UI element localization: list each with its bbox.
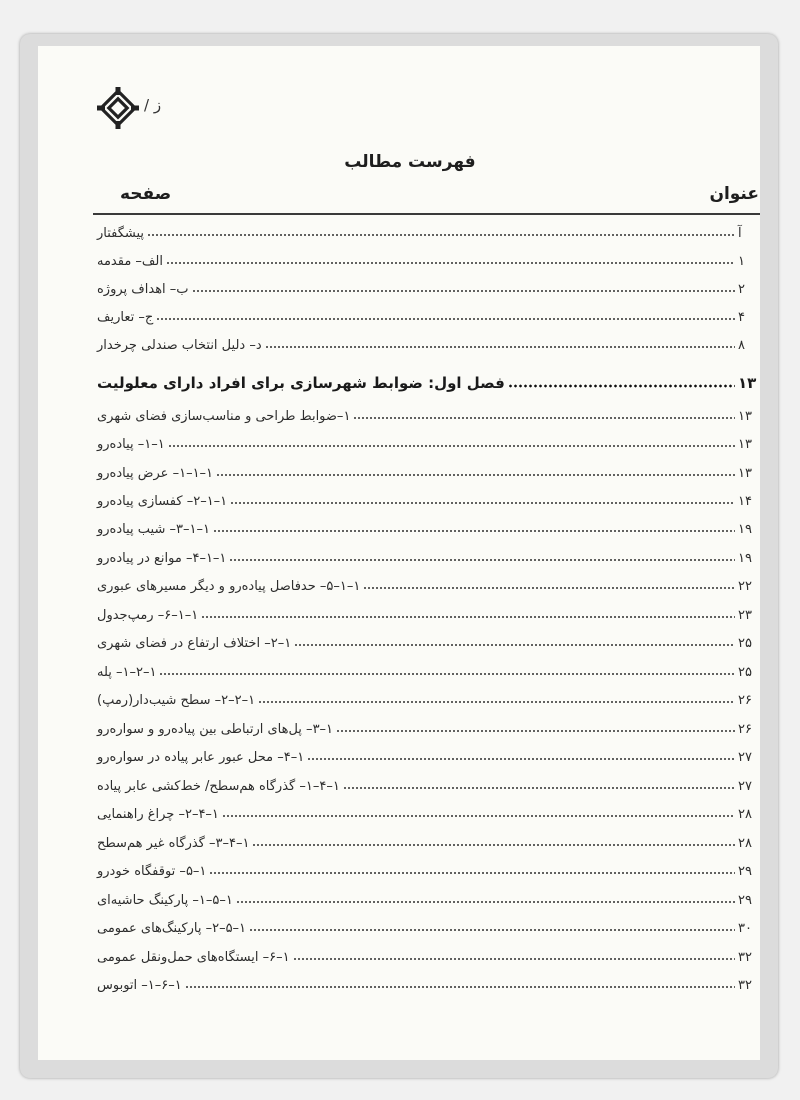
toc-entry-label: ۱–۱–۴– موانع در پیاده‌رو <box>97 551 227 566</box>
toc-entry[interactable] <box>95 487 760 509</box>
toc-entry-label: ب– اهداف پروژه <box>97 282 189 297</box>
dot-leader <box>363 586 735 590</box>
dot-leader <box>159 672 735 676</box>
toc-entry-label: ۱–۱– پیاده‌رو <box>97 437 165 452</box>
toc-entry[interactable] <box>95 971 760 993</box>
toc-entry-page: ۳۰ <box>738 921 752 936</box>
toc-entry[interactable] <box>95 943 760 965</box>
toc-chapter-entry[interactable] <box>95 370 760 392</box>
toc-entry-page: ۱ <box>738 254 745 269</box>
toc-title: فهرست مطالب <box>344 152 476 172</box>
dot-leader <box>229 558 735 562</box>
toc-entry-page: ۲۷ <box>738 779 752 794</box>
column-header-title: عنوان <box>709 184 759 204</box>
toc-entry-page: ۱۹ <box>738 551 752 566</box>
toc-entry[interactable] <box>95 331 760 353</box>
toc-entry-label: ۱–۳– پل‌های ارتباطی بین پیاده‌رو و سواره‌رو <box>97 722 334 737</box>
toc-entry-page: ۱۳ <box>738 466 752 481</box>
toc-entry[interactable] <box>95 275 760 297</box>
dot-leader <box>185 985 735 989</box>
toc-entry-label: ۱–۵–۲– پارکینگ‌های عمومی <box>97 921 247 936</box>
toc-entry-page: ۲۵ <box>738 636 752 651</box>
toc-entry-label: ۱–۵– توقفگاه خودرو <box>97 864 207 879</box>
toc-entry-page: آ <box>738 226 742 241</box>
dot-leader <box>508 384 735 388</box>
dot-leader <box>265 345 735 349</box>
toc-entry[interactable] <box>95 572 760 594</box>
toc-entry[interactable] <box>95 219 760 241</box>
toc-entry-page: ۲۹ <box>738 893 752 908</box>
toc-entry-page: ۲ <box>738 282 745 297</box>
toc-entry-page: ۲۹ <box>738 864 752 879</box>
dot-leader <box>156 317 735 321</box>
toc-entry-page: ۲۸ <box>738 836 752 851</box>
toc-entry-page: ۱۳ <box>738 437 752 452</box>
toc-entry-label: ۱–۱–۲– کفسازی پیاده‌رو <box>97 494 228 509</box>
dot-leader <box>343 786 735 790</box>
toc-entry-page: ۲۳ <box>738 608 752 623</box>
toc-entry-page: ۱۴ <box>738 494 752 509</box>
toc-entry[interactable] <box>95 886 760 908</box>
dot-leader <box>252 843 735 847</box>
toc-entry[interactable] <box>95 629 760 651</box>
toc-entry-label: ۱–۶–۱– اتوبوس <box>97 978 182 993</box>
toc-entry-page: ۲۷ <box>738 750 752 765</box>
dot-leader <box>294 643 735 647</box>
dot-leader <box>222 814 735 818</box>
toc-entry[interactable] <box>95 829 760 851</box>
dot-leader <box>307 757 735 761</box>
toc-entry[interactable] <box>95 459 760 481</box>
toc-entry-page: ۸ <box>738 338 745 353</box>
toc-entry-page: ۱۹ <box>738 522 752 537</box>
toc-entry-label: ۱–۴–۱– گذرگاه هم‌سطح/ خط‌کشی عابر پیاده <box>97 779 340 794</box>
toc-entry-label: ۱–۱–۵– حدفاصل پیاده‌رو و دیگر مسیرهای عبوری <box>97 579 361 594</box>
toc-entry[interactable] <box>95 430 760 452</box>
toc-entry[interactable] <box>95 515 760 537</box>
toc-entry-page: ۴ <box>738 310 745 325</box>
toc-entry[interactable] <box>95 914 760 936</box>
toc-entry-label: ۱–۶– ایستگاه‌های حمل‌ونقل عمومی <box>97 950 290 965</box>
dot-leader <box>293 957 735 961</box>
toc-entry[interactable] <box>95 743 760 765</box>
toc-entry-label: ۱–۱–۳– شیب پیاده‌رو <box>97 522 210 537</box>
toc-entry-label: ۱–۲– اختلاف ارتفاع در فضای شهری <box>97 636 292 651</box>
dot-leader <box>192 289 735 293</box>
toc-entry-page: ۱۳ <box>738 409 752 424</box>
dot-leader <box>230 501 735 505</box>
toc-entry[interactable] <box>95 402 760 424</box>
toc-entry-label: د– دلیل انتخاب صندلی چرخدار <box>97 338 262 353</box>
toc-entry-page: ۲۲ <box>738 579 752 594</box>
toc-entry-label: ۱–۱–۶– رمپ‌جدول <box>97 608 199 623</box>
toc-entry-page: ۲۶ <box>738 722 752 737</box>
toc-entry-page: ۲۵ <box>738 665 752 680</box>
toc-entry[interactable] <box>95 303 760 325</box>
dot-leader <box>201 615 735 619</box>
dot-leader <box>236 900 735 904</box>
toc-entry-label: ۱–ضوابط طراحی و مناسب‌سازی فضای شهری <box>97 409 351 424</box>
column-header-page: صفحه <box>120 184 172 204</box>
toc-entry[interactable] <box>95 857 760 879</box>
toc-entry-label: ۱–۴–۳– گذرگاه غیر هم‌سطح <box>97 836 250 851</box>
toc-entry-label: الف– مقدمه <box>97 254 163 269</box>
toc-entry-label: ۱–۴–۲– چراغ راهنمایی <box>97 807 219 822</box>
toc-entry[interactable] <box>95 544 760 566</box>
dot-leader <box>168 444 735 448</box>
toc-entry[interactable] <box>95 715 760 737</box>
toc-entry-page: ۱۳ <box>738 374 757 392</box>
toc-entry-label: ج– تعاریف <box>97 310 154 325</box>
dot-leader <box>147 233 735 237</box>
toc-entry-label: ۱–۲–۱– پله <box>97 665 157 680</box>
toc-entry-label: پیشگفتار <box>97 226 145 241</box>
toc-entry[interactable] <box>95 686 760 708</box>
toc-entry[interactable] <box>95 772 760 794</box>
dot-leader <box>258 700 735 704</box>
toc-entry-label: ۱–۵–۱– پارکینگ حاشیه‌ای <box>97 893 233 908</box>
toc-entry-page: ۲۸ <box>738 807 752 822</box>
toc-entry-label: ۱–۲–۲– سطح شیب‌دار(رمپ) <box>97 693 256 708</box>
toc-entry-page: ۲۶ <box>738 693 752 708</box>
toc-entry-label: ۱–۴– محل عبور عابر پیاده در سواره‌رو <box>97 750 305 765</box>
toc-entry[interactable] <box>95 800 760 822</box>
dot-leader <box>166 261 735 265</box>
toc-entry-label: ۱–۱–۱– عرض پیاده‌رو <box>97 466 214 481</box>
dot-leader <box>353 416 735 420</box>
dot-leader <box>249 928 735 932</box>
dot-leader <box>213 529 735 533</box>
dot-leader <box>216 473 735 477</box>
page-number: ز / <box>144 96 162 114</box>
toc-entry[interactable] <box>95 658 760 680</box>
toc-entry-label: فصل اول: ضوابط شهرسازی برای افراد دارای معلولیت <box>97 374 505 392</box>
toc-entry-page: ۳۲ <box>738 950 752 965</box>
toc-entry-page: ۳۲ <box>738 978 752 993</box>
toc-entry[interactable] <box>95 247 760 269</box>
toc-entry[interactable] <box>95 601 760 623</box>
dot-leader <box>336 729 735 733</box>
dot-leader <box>209 871 735 875</box>
